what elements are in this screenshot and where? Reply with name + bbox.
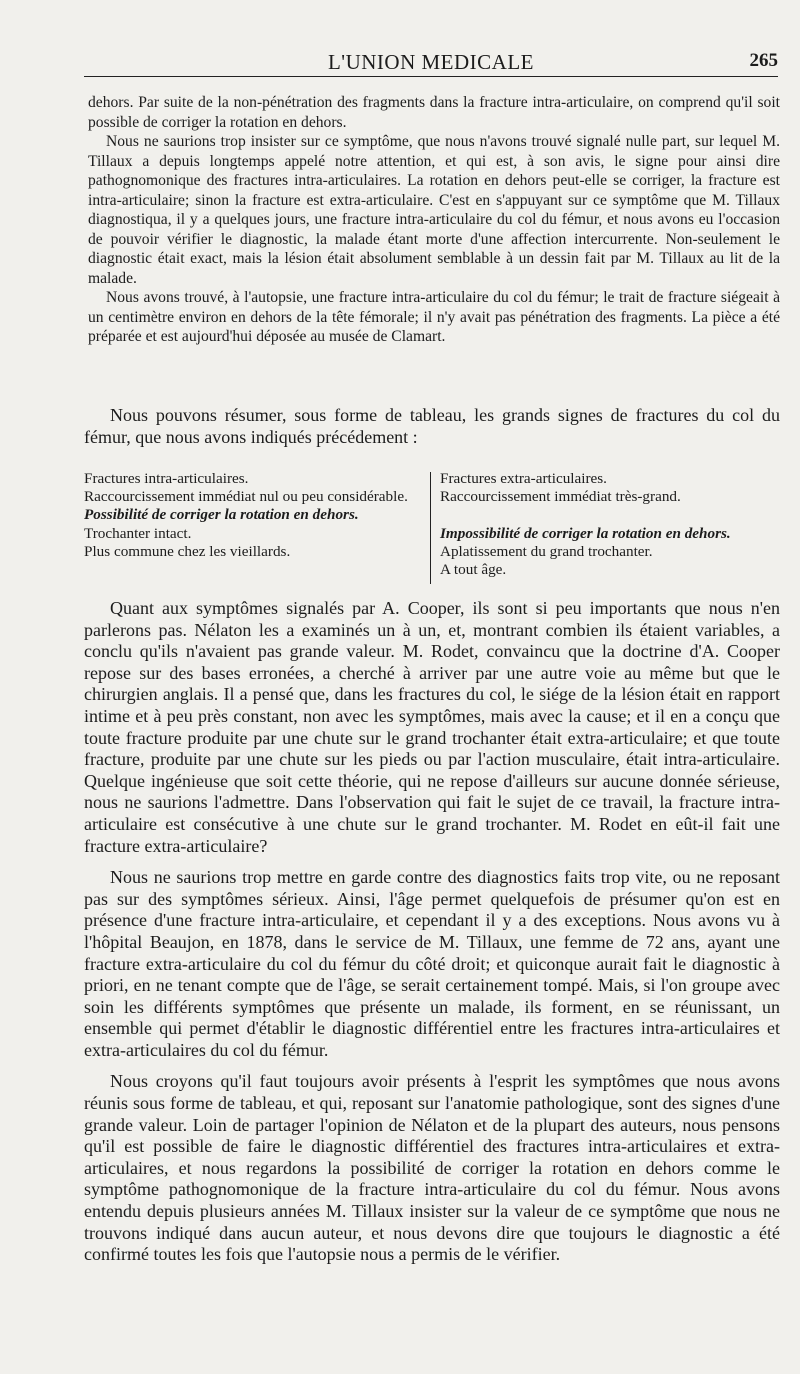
table-cell: Plus commune chez les vieillards. — [84, 542, 291, 560]
table-column-intra — [84, 470, 424, 561]
intro-section — [84, 405, 780, 448]
table-cell: Raccourcissement immédiat très-grand. — [440, 488, 681, 506]
main-text-section — [84, 598, 780, 1266]
running-header — [84, 48, 778, 78]
header-rule — [84, 76, 778, 77]
table-cell: Raccourcissement immédiat nul ou peu considérable. — [84, 488, 408, 506]
column-divider — [430, 472, 431, 584]
table-column-extra — [440, 470, 784, 579]
intro-paragraph: Nous pouvons résumer, sous forme de tableau, les grands signes de fractures du col du fémur, que nous avons indiqués précédement : — [84, 405, 780, 447]
paragraph: Quant aux symptômes signalés par A. Cooper, ils sont si peu importants que nous n'en parlerons pas. Nélaton les a examinés un à un, et, montrant combien ils étaient variables, a conclu qu'ils n'avaient pas grande valeur. M. Rodet, convaincu que la doctrine d'A. Cooper repose sur des bases erronées, a cherché à arriver par une autre voie au même but que le chirurgien anglais. Il a pensé que, dans les fractures du col, le siége de la lésion était en rapport intime et à peu près constant, non avec les symptômes, mais avec la cause; et il en a conçu que toute fracture produite par une chute sur le grand trochanter était extra-articulaire; et que toute fracture, produite par une chute sur les pieds ou par l'action musculaire, était intra-articulaire. Quelque ingénieuse que soit cette théorie, qui ne repose d'ailleurs sur aucune donnée sérieuse, nous ne saurions l'admettre. Dans l'observation qui fait le sujet de ce travail, la fracture intra-articulaire est consécutive à une chute sur le grand trochanter. M. Rodet en eût-il fait une fracture extra-articulaire? — [84, 598, 780, 856]
page-number: 265 — [749, 50, 778, 71]
table-cell: Impossibilité de corriger la rotation en dehors. — [440, 524, 731, 542]
paragraph: Nous croyons qu'il faut toujours avoir présents à l'esprit les symptômes que nous avons réunis sous forme de tableau, et qui, reposant sur l'anatomie pathologique, sont des signes d'une grande valeur. Loin de partager l'opinion de Nélaton et de la plupart des auteurs, nous pensons qu'il est possible de faire le diagnostic différentiel des fractures intra-articulaires et extra-articulaires, et nous regardons la possibilité de corriger la rotation en dehors comme le symptôme pathognomonique de la fracture intra-articulaire du col du fémur. Nous avons entendu depuis plusieurs années M. Tillaux insister sur la valeur de ce symptôme que nous ne trouvons indiqué dans aucun auteur, et nous devons dire que toujours le diagnostic a été confirmé toutes les fois que l'autopsie nous a permis de le vérifier. — [84, 1071, 780, 1265]
small-print-section — [88, 93, 780, 347]
table-cell: Fractures intra-articulaires. — [84, 470, 249, 487]
table-spacer — [440, 506, 784, 524]
paragraph: dehors. Par suite de la non-pénétration des fragments dans la fracture intra-articulaire, on comprend qu'il soit possible de corriger la rotation en dehors. — [88, 94, 780, 131]
paragraph: Nous ne saurions trop insister sur ce symptôme, que nous n'avons trouvé signalé nulle part, sur lequel M. Tillaux a depuis longtemps appelé notre attention, et qui est, à son avis, le signe pour ainsi dire pathognomonique des fractures intra-articulaires. La rotation en dehors peut-elle se corriger, la fracture est intra-articulaire; sinon la fracture est extra-articulaire. C'est en s'appuyant sur ce symptôme que M. Tillaux diagnostiqua, il y a quelques jours, une fracture intra-articulaire du col du fémur, et nous avons eu l'occasion de pouvoir vérifier le diagnostic, la malade étant morte d'une affection intercurrente. Non-seulement le diagnostic était exact, mais la lésion était absolument semblable à un dessin fait par M. Tillaux au lit de la malade. — [88, 133, 780, 287]
paragraph: Nous ne saurions trop mettre en garde contre des diagnostics faits trop vite, ou ne reposant pas sur des symptômes sérieux. Ainsi, l'âge permet quelquefois de présumer qu'on est en présence d'une fracture intra-articulaire, et cependant il y a des exceptions. Nous avons vu à l'hôpital Beaujon, en 1878, dans le service de M. Tillaux, une femme de 72 ans, ayant une fracture extra-articulaire du col du fémur du côté droit; et quiconque aurait fait le diagnostic à priori, en ne tenant compte que de l'âge, se serait certainement tompé. Mais, si l'on groupe avec soin les différents symptômes que présente un malade, ils forment, en se réunissant, un ensemble qui permet d'établir le diagnostic différentiel entre les fractures intra-articulaires et extra-articulaires du col du fémur. — [84, 867, 780, 1060]
paragraph: Nous avons trouvé, à l'autopsie, une fracture intra-articulaire du col du fémur; le trait de fracture siégeait à un centimètre environ en dehors de la tête fémorale; il n'y avait pas pénétration des fragments. La pièce a été préparée et est aujourd'hui déposée au musée de Clamart. — [88, 289, 780, 345]
comparison-table — [84, 470, 784, 590]
table-cell: Aplatissement du grand trochanter. — [440, 542, 653, 560]
table-cell: Possibilité de corriger la rotation en dehors. — [84, 506, 359, 524]
journal-title: L'UNION MEDICALE — [327, 50, 534, 74]
table-cell: A tout âge. — [440, 561, 507, 578]
table-cell: Trochanter intact. — [84, 524, 192, 542]
table-cell: Fractures extra-articulaires. — [440, 470, 607, 487]
